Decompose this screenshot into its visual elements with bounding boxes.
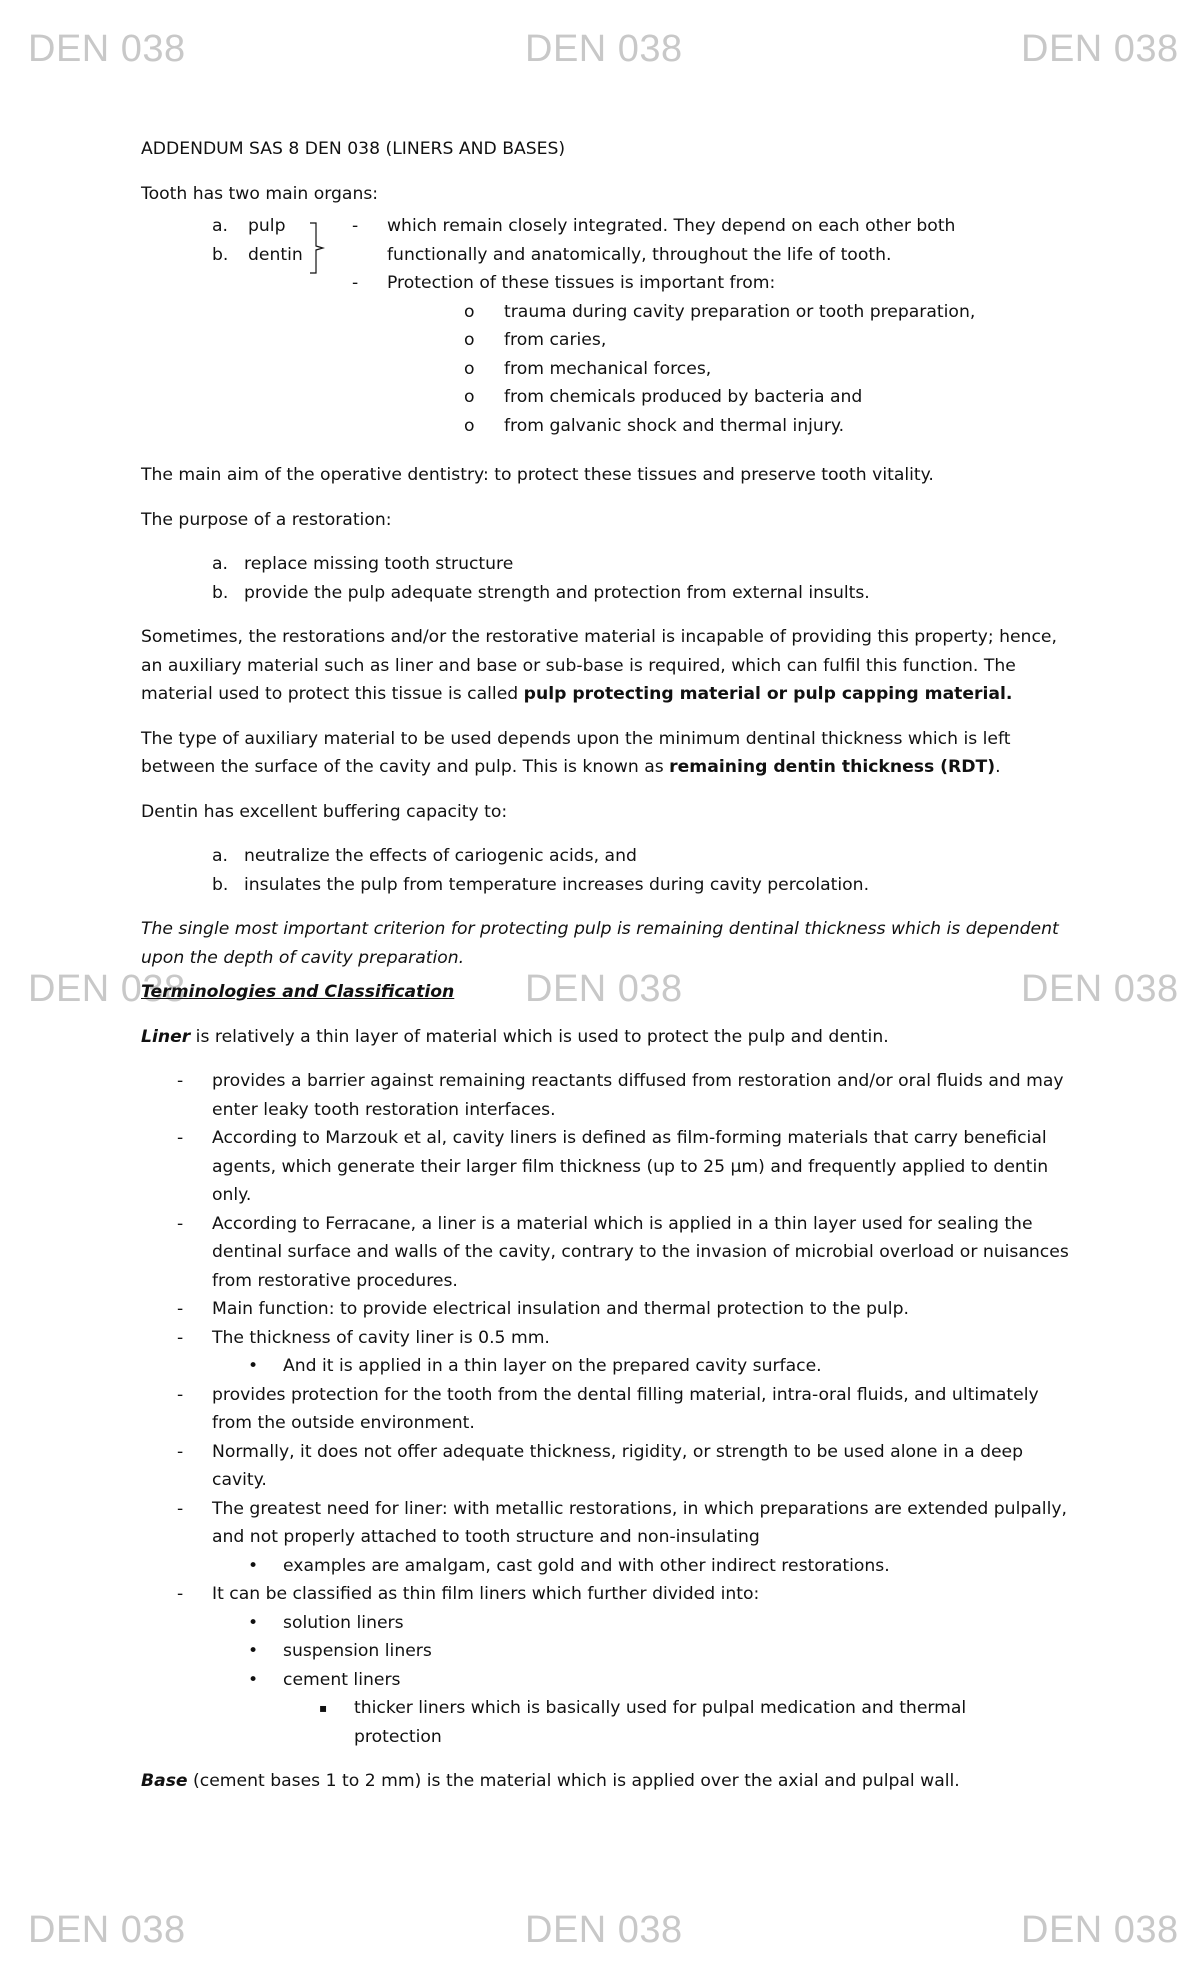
buffer-list <box>141 842 1076 899</box>
watermark: DEN 038 <box>1021 28 1179 70</box>
list-item: a. replace missing tooth structure <box>212 554 514 574</box>
protection-item: o from mechanical forces, <box>464 358 712 379</box>
organ-item: a. pulp <box>212 216 286 236</box>
watermark: DEN 038 <box>28 968 186 1010</box>
curly-brace-icon <box>309 222 325 274</box>
dash-marker: - <box>352 273 359 293</box>
criterion-paragraph: The single most important criterion for protecting pulp is remaining dentinal thickness which is dependent upon the depth of cavity preparation. <box>141 919 1059 968</box>
watermark: DEN 038 <box>1021 968 1179 1010</box>
list-item: - Main function: to provide electrical insulation and thermal protection to the pulp. <box>177 1299 909 1319</box>
purpose-intro: The purpose of a restoration: <box>141 509 392 530</box>
watermark: DEN 038 <box>525 968 683 1010</box>
list-item: - According to Ferracane, a liner is a material which is applied in a thin layer used for sealing the dentinal surface and walls of the cavity, contrary to the invasion of microbial overload or nuisances from restorative procedures. <box>177 1213 1069 1291</box>
sub-list-item: • examples are amalgam, cast gold and with other indirect restorations. <box>248 1555 890 1576</box>
watermark: DEN 038 <box>525 1909 683 1951</box>
protection-item: o from chemicals produced by bacteria and <box>464 387 863 407</box>
list-item: b. provide the pulp adequate strength and protection from external insults. <box>212 582 870 603</box>
document-title: ADDENDUM SAS 8 DEN 038 (LINERS AND BASES) <box>141 139 566 159</box>
buffer-intro: Dentin has excellent buffering capacity to: <box>141 801 508 822</box>
organs-block <box>141 212 1076 445</box>
sub-list-item: • cement liners <box>248 1669 401 1690</box>
watermark: DEN 038 <box>28 1909 186 1951</box>
purpose-list <box>141 550 1076 607</box>
document-page <box>141 135 1076 1812</box>
list-item: - provides a barrier against remaining reactants diffused from restoration and/or oral fluids and may enter leaky tooth restoration interfaces. <box>177 1071 1064 1120</box>
section-heading: Terminologies and Classification <box>141 982 455 1002</box>
protection-item: o trauma during cavity preparation or tooth preparation, <box>464 301 976 322</box>
sub-sub-list-item: ▪ thicker liners which is basically used for pulpal medication and thermal protection <box>319 1698 967 1747</box>
list-item: - The thickness of cavity liner is 0.5 mm. <box>177 1327 550 1348</box>
dash-marker: - <box>352 216 359 236</box>
organs-intro: Tooth has two main organs: <box>141 183 379 204</box>
list-item: - It can be classified as thin film liners which further divided into: <box>177 1584 760 1604</box>
sub-list-item: • suspension liners <box>248 1641 432 1661</box>
liner-definition: Liner is relatively a thin layer of material which is used to protect the pulp and dentin. <box>141 1026 889 1047</box>
watermark: DEN 038 <box>525 28 683 70</box>
list-item: - According to Marzouk et al, cavity liners is defined as film-forming materials that carry beneficial agents, which generate their larger film thickness (up to 25 µm) and frequently applied to dentin only. <box>177 1128 1049 1205</box>
organ-item: b. dentin <box>212 244 303 265</box>
organs-note: which remain closely integrated. They depend on each other both functionally and anatomically, throughout the life of tooth. <box>387 216 956 265</box>
protection-item: o from galvanic shock and thermal injury. <box>464 415 845 436</box>
list-item: - provides protection for the tooth from the dental filling material, intra-oral fluids, and ultimately from the outside environment. <box>177 1384 1039 1433</box>
sub-list-item: • And it is applied in a thin layer on the prepared cavity surface. <box>248 1356 822 1376</box>
list-item: - Normally, it does not offer adequate thickness, rigidity, or strength to be used alone in a deep cavity. <box>177 1441 1024 1490</box>
sometimes-paragraph: Sometimes, the restorations and/or the restorative material is incapable of providing this property; hence, an auxiliary material such as liner and base or sub-base is required, which can fulfil this function. The material used to protect this tissue is called pulp protecting material or pulp capping material. <box>141 627 1057 704</box>
protection-item: o from caries, <box>464 330 607 350</box>
liner-points <box>141 1067 1076 1751</box>
main-aim: The main aim of the operative dentistry: to protect these tissues and preserve tooth vitality. <box>141 465 934 485</box>
organs-note: Protection of these tissues is important from: <box>387 273 776 293</box>
list-item: b. insulates the pulp from temperature increases during cavity percolation. <box>212 874 870 895</box>
watermark: DEN 038 <box>1021 1909 1179 1951</box>
list-item: a. neutralize the effects of cariogenic acids, and <box>212 846 637 866</box>
sub-list-item: • solution liners <box>248 1612 404 1633</box>
base-definition: Base (cement bases 1 to 2 mm) is the material which is applied over the axial and pulpal wall. <box>141 1771 960 1791</box>
list-item: - The greatest need for liner: with metallic restorations, in which preparations are extended pulpally, and not properly attached to tooth structure and non-insulating <box>177 1498 1067 1547</box>
type-paragraph: The type of auxiliary material to be used depends upon the minimum dentinal thickness which is left between the surface of the cavity and pulp. This is known as remaining dentin thickness (RDT). <box>141 728 1011 777</box>
watermark: DEN 038 <box>28 28 186 70</box>
